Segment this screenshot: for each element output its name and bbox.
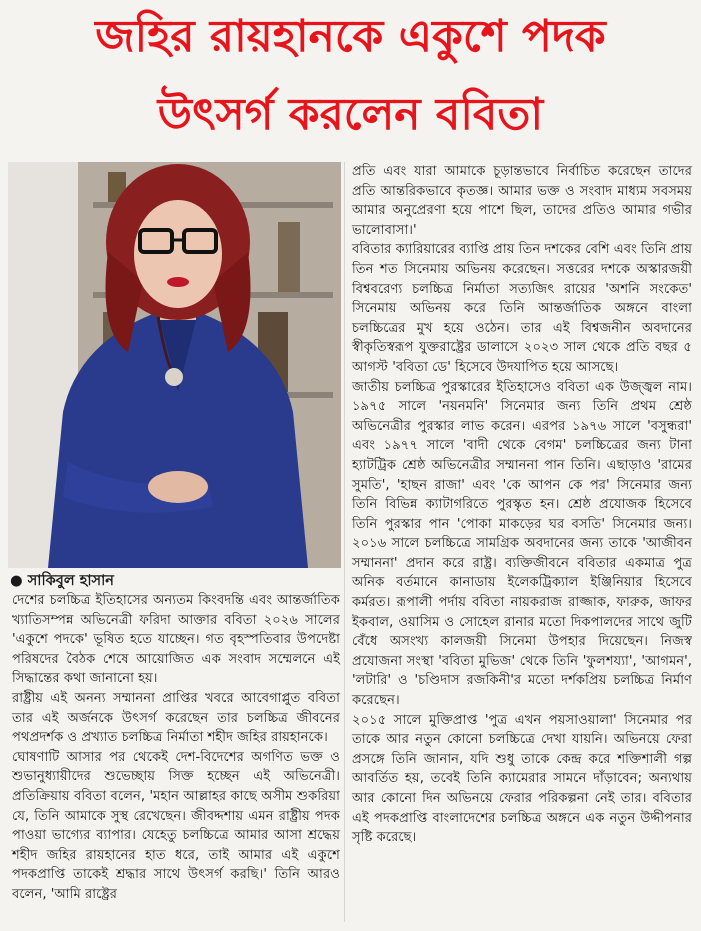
byline: ● সাকিবুল হাসান — [10, 573, 114, 589]
paragraph: ববিতার ক্যারিয়ারের ব্যাপ্তি প্রায় তিন দশকের বেশি এবং তিনি প্রায় তিন শত সিনেমায় অভিনয় করেছেন। সত্তরের দশকে অস্কারজয়ী বিশ্ববরেণ্য চলচ্চিত্র নির্মাতা সত্যজিৎ রায়ের 'অশনি সংকেত' সিনেমায় অভিনয় করে তিনি আন্তর্জাতিক অঙ্গনে বাংলা চলচ্চিত্রের মুখ হয়ে ওঠেন। তার এই বিশ্বজনীন অবদানের স্বীকৃতিস্বরূপ যুক্তরাষ্ট্রের ডালাসে ২০২৩ সাল থেকে প্রতি বছর ৫ আগস্ট 'ববিতা ডে' হিসেবে উদযাপিত হয়ে আসছে। — [352, 242, 692, 375]
paragraph: ২০১৫ সালে মুক্তিপ্রাপ্ত 'পুত্র এখন পয়সাওয়ালা' সিনেমার পর তাকে আর নতুন কোনো চলচ্চিত্রে দেখা যায়নি। অভিনয়ে ফেরা প্রসঙ্গে তিনি জানান, যদি শুধু তাকে কেন্দ্র করে শক্তিশালী গল্প আবর্তিত হয়, তবেই তিনি ক্যামেরার সামনে দাঁড়াবেন; অন্যথায় আর কোনো দিন অভিনয়ে ফেরার পরিকল্পনা নেই তার। ববিতার এই পদকপ্রাপ্তি বাংলাদেশের চলচ্চিত্র অঙ্গনে এক নতুন উদ্দীপনার সৃষ্টি করেছে। — [352, 712, 692, 846]
paragraph: দেশের চলচ্চিত্র ইতিহাসের অন্যতম কিংবদন্তি এবং আন্তর্জাতিক খ্যাতিসম্পন্ন অভিনেত্রী ফরিদা আক্তার ববিতা ২০২৬ সালের 'একুশে পদকে' ভূষিত হতে যাচ্ছেন। গত বৃহস্পতিবার উপদেষ্টা পরিষদের বৈঠক শেষে আয়োজিত এক সংবাদ সম্মেলনে এই সিদ্ধান্তের কথা জানানো হয়। — [12, 593, 340, 687]
paragraph: রাষ্ট্রীয় এই অনন্য সম্মাননা প্রাপ্তির খবরে আবেগাপ্লুত ববিতা তার এই অর্জনকে উৎসর্গ করেছেন তার চলচ্চিত্র জীবনের পথপ্রদর্শক ও প্রখ্যাত চলচ্চিত্র নির্মাতা শহীদ জহির রায়হানকে। — [12, 690, 340, 746]
column-divider — [344, 162, 345, 922]
paragraph: প্রতি এবং যারা আমাকে চূড়ান্তভাবে নির্বাচিত করেছেন তাদের প্রতি আন্তরিকভাবে কৃতজ্ঞ। আমার ভক্ত ও সংবাদ মাধ্যম সবসময় আমার অনুপ্রেরণা হয়ে পাশে ছিল, তাদের প্রতিও আমার গভীর ভালোবাসা।' — [352, 164, 692, 238]
paragraph: জাতীয় চলচ্চিত্র পুরস্কারের ইতিহাসেও ববিতা এক উজ্জ্বল নাম। ১৯৭৫ সালে 'নয়নমনি' সিনেমার জন্য তিনি প্রথম শ্রেষ্ঠ অভিনেত্রীর পুরস্কার লাভ করেন। এরপর ১৯৭৬ সালে 'বসুন্ধরা' এবং ১৯৭৭ সালে 'বাদী থেকে বেগম' চলচ্চিত্রের জন্য টানা হ্যাটট্রিক শ্রেষ্ঠ অভিনেত্রীর সম্মাননা পান তিনি। এছাড়াও 'রামের সুমতি', 'হাছন রাজা' এবং 'কে আপন কে পর' সিনেমার জন্য তিনি বিভিন্ন ক্যাটাগরিতে পুরস্কৃত হন। শ্রেষ্ঠ প্রযোজক হিসেবে তিনি পুরস্কার পান 'পোকা মাকড়ের ঘর বসতি' সিনেমার জন্য। ২০১৬ সালে চলচ্চিত্রে সামগ্রিক অবদানের জন্য তাকে 'আজীবন সম্মাননা' প্রদান করে রাষ্ট্র। ব্যক্তিজীবনে ববিতার একমাত্র পুত্র অনিক বর্তমানে কানাডায় ইলেকট্রিক্যাল ইঞ্জিনিয়ার হিসেবে কর্মরত। রূপালী পর্দায় ববিতা নায়করাজ রাজ্জাক, ফারুক, জাফর ইকবাল, ওয়াসিম ও সোহেল রানার মতো দিকপালদের সাথে জুটি বেঁধে অসংখ্য কালজয়ী সিনেমা উপহার দিয়েছেন। নিজস্ব প্রযোজনা সংস্থা 'ববিতা মুভিজ' থেকে তিনি 'ফুলশয্যা', 'আগমন', 'লটারি' ও 'চণ্ডিদাস রজকিনী'র মতো দর্শকপ্রিয় চলচ্চিত্র নির্মাণ করেছেন। — [352, 379, 692, 709]
headline-line-2: উৎসর্গ করলেন ববিতা — [157, 89, 544, 140]
paragraph: ঘোষণাটি আসার পর থেকেই দেশ-বিদেশের অগণিত ভক্ত ও শুভানুধ্যায়ীদের শুভেচ্ছায় সিক্ত হচ্ছেন এই অভিনেত্রী। প্রতিক্রিয়ায় ববিতা বলেন, 'মহান আল্লাহর কাছে অসীম শুকরিয়া যে, তিনি আমাকে সুস্থ রেখেছেন। জীবদ্দশায় এমন রাষ্ট্রীয় পদক পাওয়া ভাগ্যের ব্যাপার। যেহেতু চলচ্চিত্রে আমার আসা শ্রদ্ধেয় শহীদ জহির রায়হানের হাত ধরে, তাই আমার এই একুশে পদকপ্রাপ্তি তাকেই শ্রদ্ধার সাথে উৎসর্গ করছি।' তিনি আরও বলেন, 'আমি রাষ্ট্রের — [12, 749, 340, 902]
portrait-photo — [8, 162, 341, 568]
portrait-illustration — [8, 162, 341, 568]
headline-line-1: জহির রায়হানকে একুশে পদক — [95, 11, 606, 62]
article-right-column — [352, 162, 692, 848]
article-left-column — [12, 591, 340, 905]
